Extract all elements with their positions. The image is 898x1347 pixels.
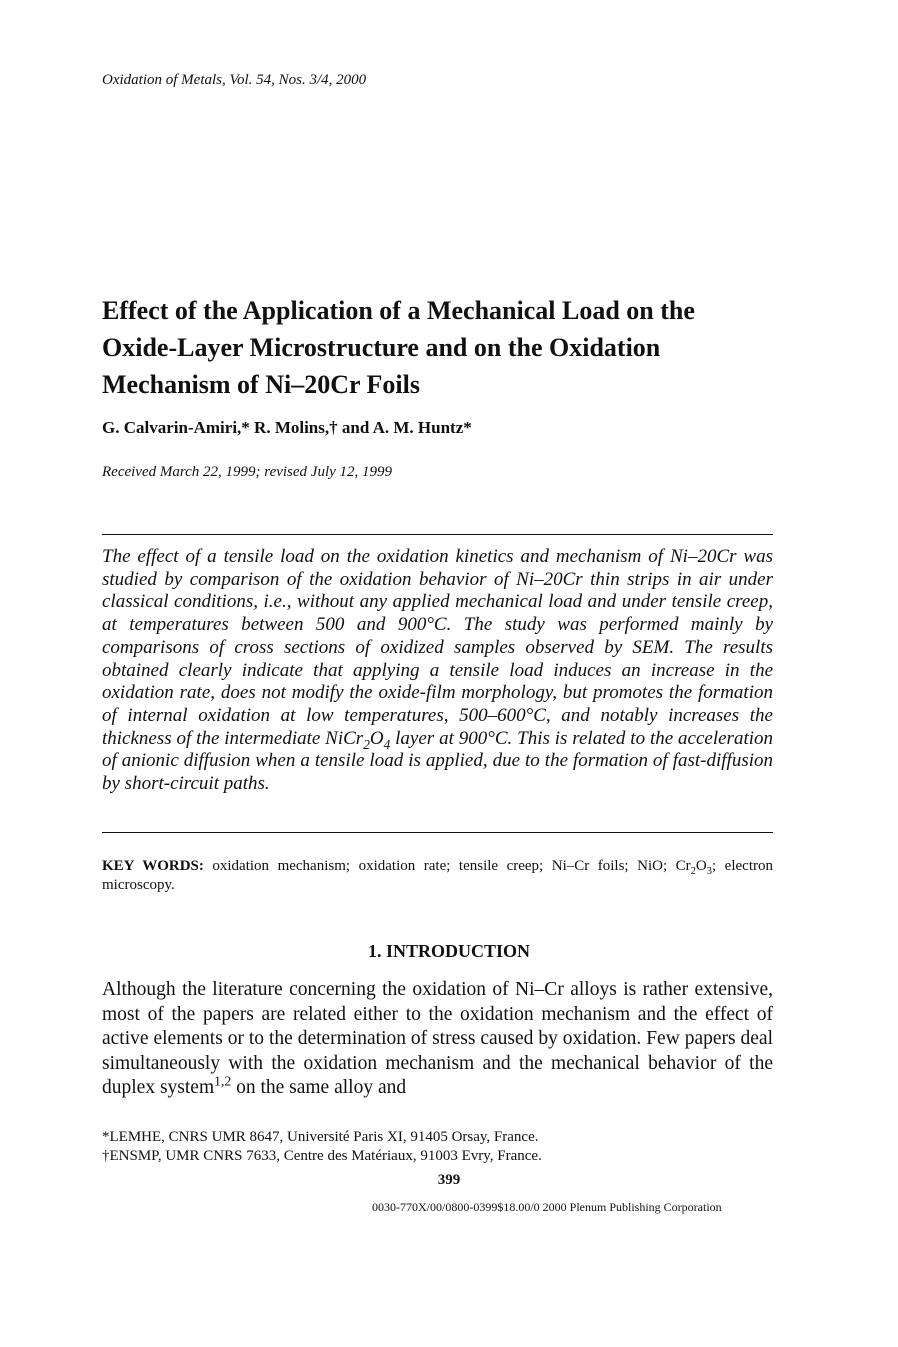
- subscript: 3: [706, 866, 712, 877]
- footnote-2: †ENSMP, UMR CNRS 7633, Centre des Matériaux, 91003 Evry, France.: [102, 1148, 542, 1164]
- journal-header: Oxidation of Metals, Vol. 54, Nos. 3/4, 2000: [102, 72, 367, 88]
- abstract-text: layer at 900°C. This is related to the acceleration of anionic diffusion when a tensile load is applied, due to the formation of fast-diffusion by short-circuit paths.: [102, 727, 774, 795]
- intro-paragraph: [102, 978, 773, 1101]
- title-line: Oxide-Layer Microstructure and on the Oxidation: [102, 333, 661, 362]
- authors: G. Calvarin-Amiri,* R. Molins,† and A. M. Huntz*: [102, 418, 472, 437]
- keywords-text: ; electron microscopy.: [102, 858, 773, 893]
- abstract-bottom-rule: [102, 832, 773, 833]
- citation-superscript: 1,2: [214, 1073, 232, 1089]
- title-line: Effect of the Application of a Mechanical Load on the: [102, 296, 695, 325]
- abstract-text: The effect of a tensile load on the oxidation kinetics and mechanism of Ni–20Cr was studied by comparison of the oxidation behavior of Ni–20Cr thin strips in air under classical conditions, i.e., without any applied mechanical load and under tensile creep, at temperatures between 500 and 900°C. The study was performed mainly by comparisons of cross sections of oxidized samples observed by SEM. The results obtained clearly indicate that applying a tensile load induces an increase in the oxidation rate, does not modify the oxide-film morphology, but promotes the formation of internal oxidation at low temperatures, 500–600°C, and notably increases the thickness of the intermediate NiCr: [102, 546, 773, 749]
- subscript: 2: [363, 736, 370, 752]
- subscript: 4: [383, 736, 391, 752]
- paper-title: [102, 292, 792, 403]
- keywords: [102, 857, 773, 895]
- intro-text: Although the literature concerning the oxidation of Ni–Cr alloys is rather extensive, most of the papers are related either to the oxidation mechanism and the effect of active elements or to the determination of stress caused by oxidation. Few papers deal simultaneously with the oxidation mechanism and the mechanical behavior of the duplex system: [102, 979, 773, 1098]
- subscript: 2: [690, 866, 696, 877]
- keywords-label: KEY WORDS:: [102, 858, 204, 874]
- abstract-top-rule: [102, 534, 773, 535]
- keywords-text: oxidation mechanism; oxidation rate; tensile creep; Ni–Cr foils; NiO; Cr: [203, 858, 691, 874]
- keywords-text: O: [695, 858, 707, 874]
- received-date: Received March 22, 1999; revised July 12, 1999: [102, 464, 393, 480]
- abstract: [102, 546, 773, 796]
- copyright-line: 0030-770X/00/0800-0399$18.00/0 2000 Plenum Publishing Corporation: [372, 1200, 722, 1214]
- abstract-text: O: [369, 727, 384, 749]
- title-line: Mechanism of Ni–20Cr Foils: [102, 370, 420, 399]
- section-heading: 1. INTRODUCTION: [367, 941, 531, 961]
- footnote-1: *LEMHE, CNRS UMR 8647, Université Paris XI, 91405 Orsay, France.: [102, 1129, 539, 1145]
- page-number: 399: [437, 1172, 461, 1188]
- intro-text: on the same alloy and: [231, 1077, 407, 1098]
